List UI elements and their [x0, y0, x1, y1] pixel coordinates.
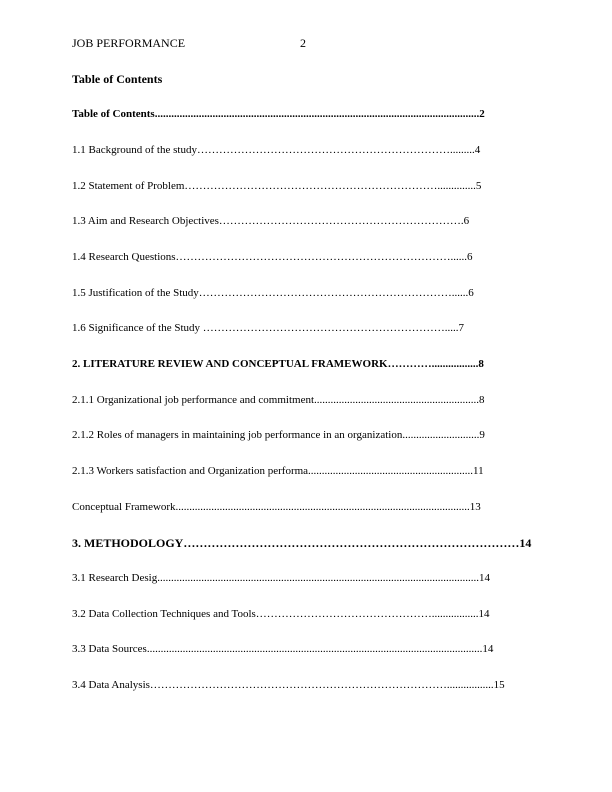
toc-entry-3-1[interactable]: 3.1 Research Desig.....................................................................................................................14 [72, 572, 490, 584]
toc-entry-1-5[interactable]: 1.5 Justification of the Study……………………………………………………………......6 [72, 287, 474, 299]
running-head: JOB PERFORMANCE [72, 36, 186, 50]
toc-heading: Table of Contents [72, 72, 163, 86]
toc-entry-chapter-2[interactable]: 2. LITERATURE REVIEW AND CONCEPTUAL FRAMEWORK………….................8 [72, 358, 484, 370]
toc-entry-chapter-3[interactable]: 3. METHODOLOGY…………………………………………………………………………14 [72, 536, 532, 550]
page-number: 2 [300, 36, 306, 50]
toc-entry-conceptual-framework[interactable]: Conceptual Framework...........................................................................................................13 [72, 501, 481, 513]
toc-entry-3-4[interactable]: 3.4 Data Analysis……………………………………………………………………….................15 [72, 679, 505, 691]
toc-entry-2-1-2[interactable]: 2.1.2 Roles of managers in maintaining job performance in an organization............................9 [72, 429, 485, 441]
toc-entry-1-1[interactable]: 1.1 Background of the study…………………………………………………………….........4 [72, 144, 481, 156]
toc-entry-1-4[interactable]: 1.4 Research Questions…………………………………………………………………......6 [72, 251, 473, 263]
toc-entry-1-3[interactable]: 1.3 Aim and Research Objectives………………………………………………………….6 [72, 215, 470, 227]
toc-entry-3-2[interactable]: 3.2 Data Collection Techniques and Tools………………………………………….................14 [72, 608, 490, 620]
toc-entry-table-of-contents[interactable]: Table of Contents......................................................................................................................2 [72, 108, 485, 120]
toc-entry-1-2[interactable]: 1.2 Statement of Problem……………………………………………………………..............5 [72, 180, 482, 192]
toc-entry-2-1-1[interactable]: 2.1.1 Organizational job performance and commitment............................................................8 [72, 394, 485, 406]
toc-entry-2-1-3[interactable]: 2.1.3 Workers satisfaction and Organization performa............................................................11 [72, 465, 484, 477]
toc-entry-1-6[interactable]: 1.6 Significance of the Study ………………………………………………………….....7 [72, 322, 465, 334]
toc-entry-3-3[interactable]: 3.3 Data Sources..........................................................................................................................14 [72, 643, 494, 655]
